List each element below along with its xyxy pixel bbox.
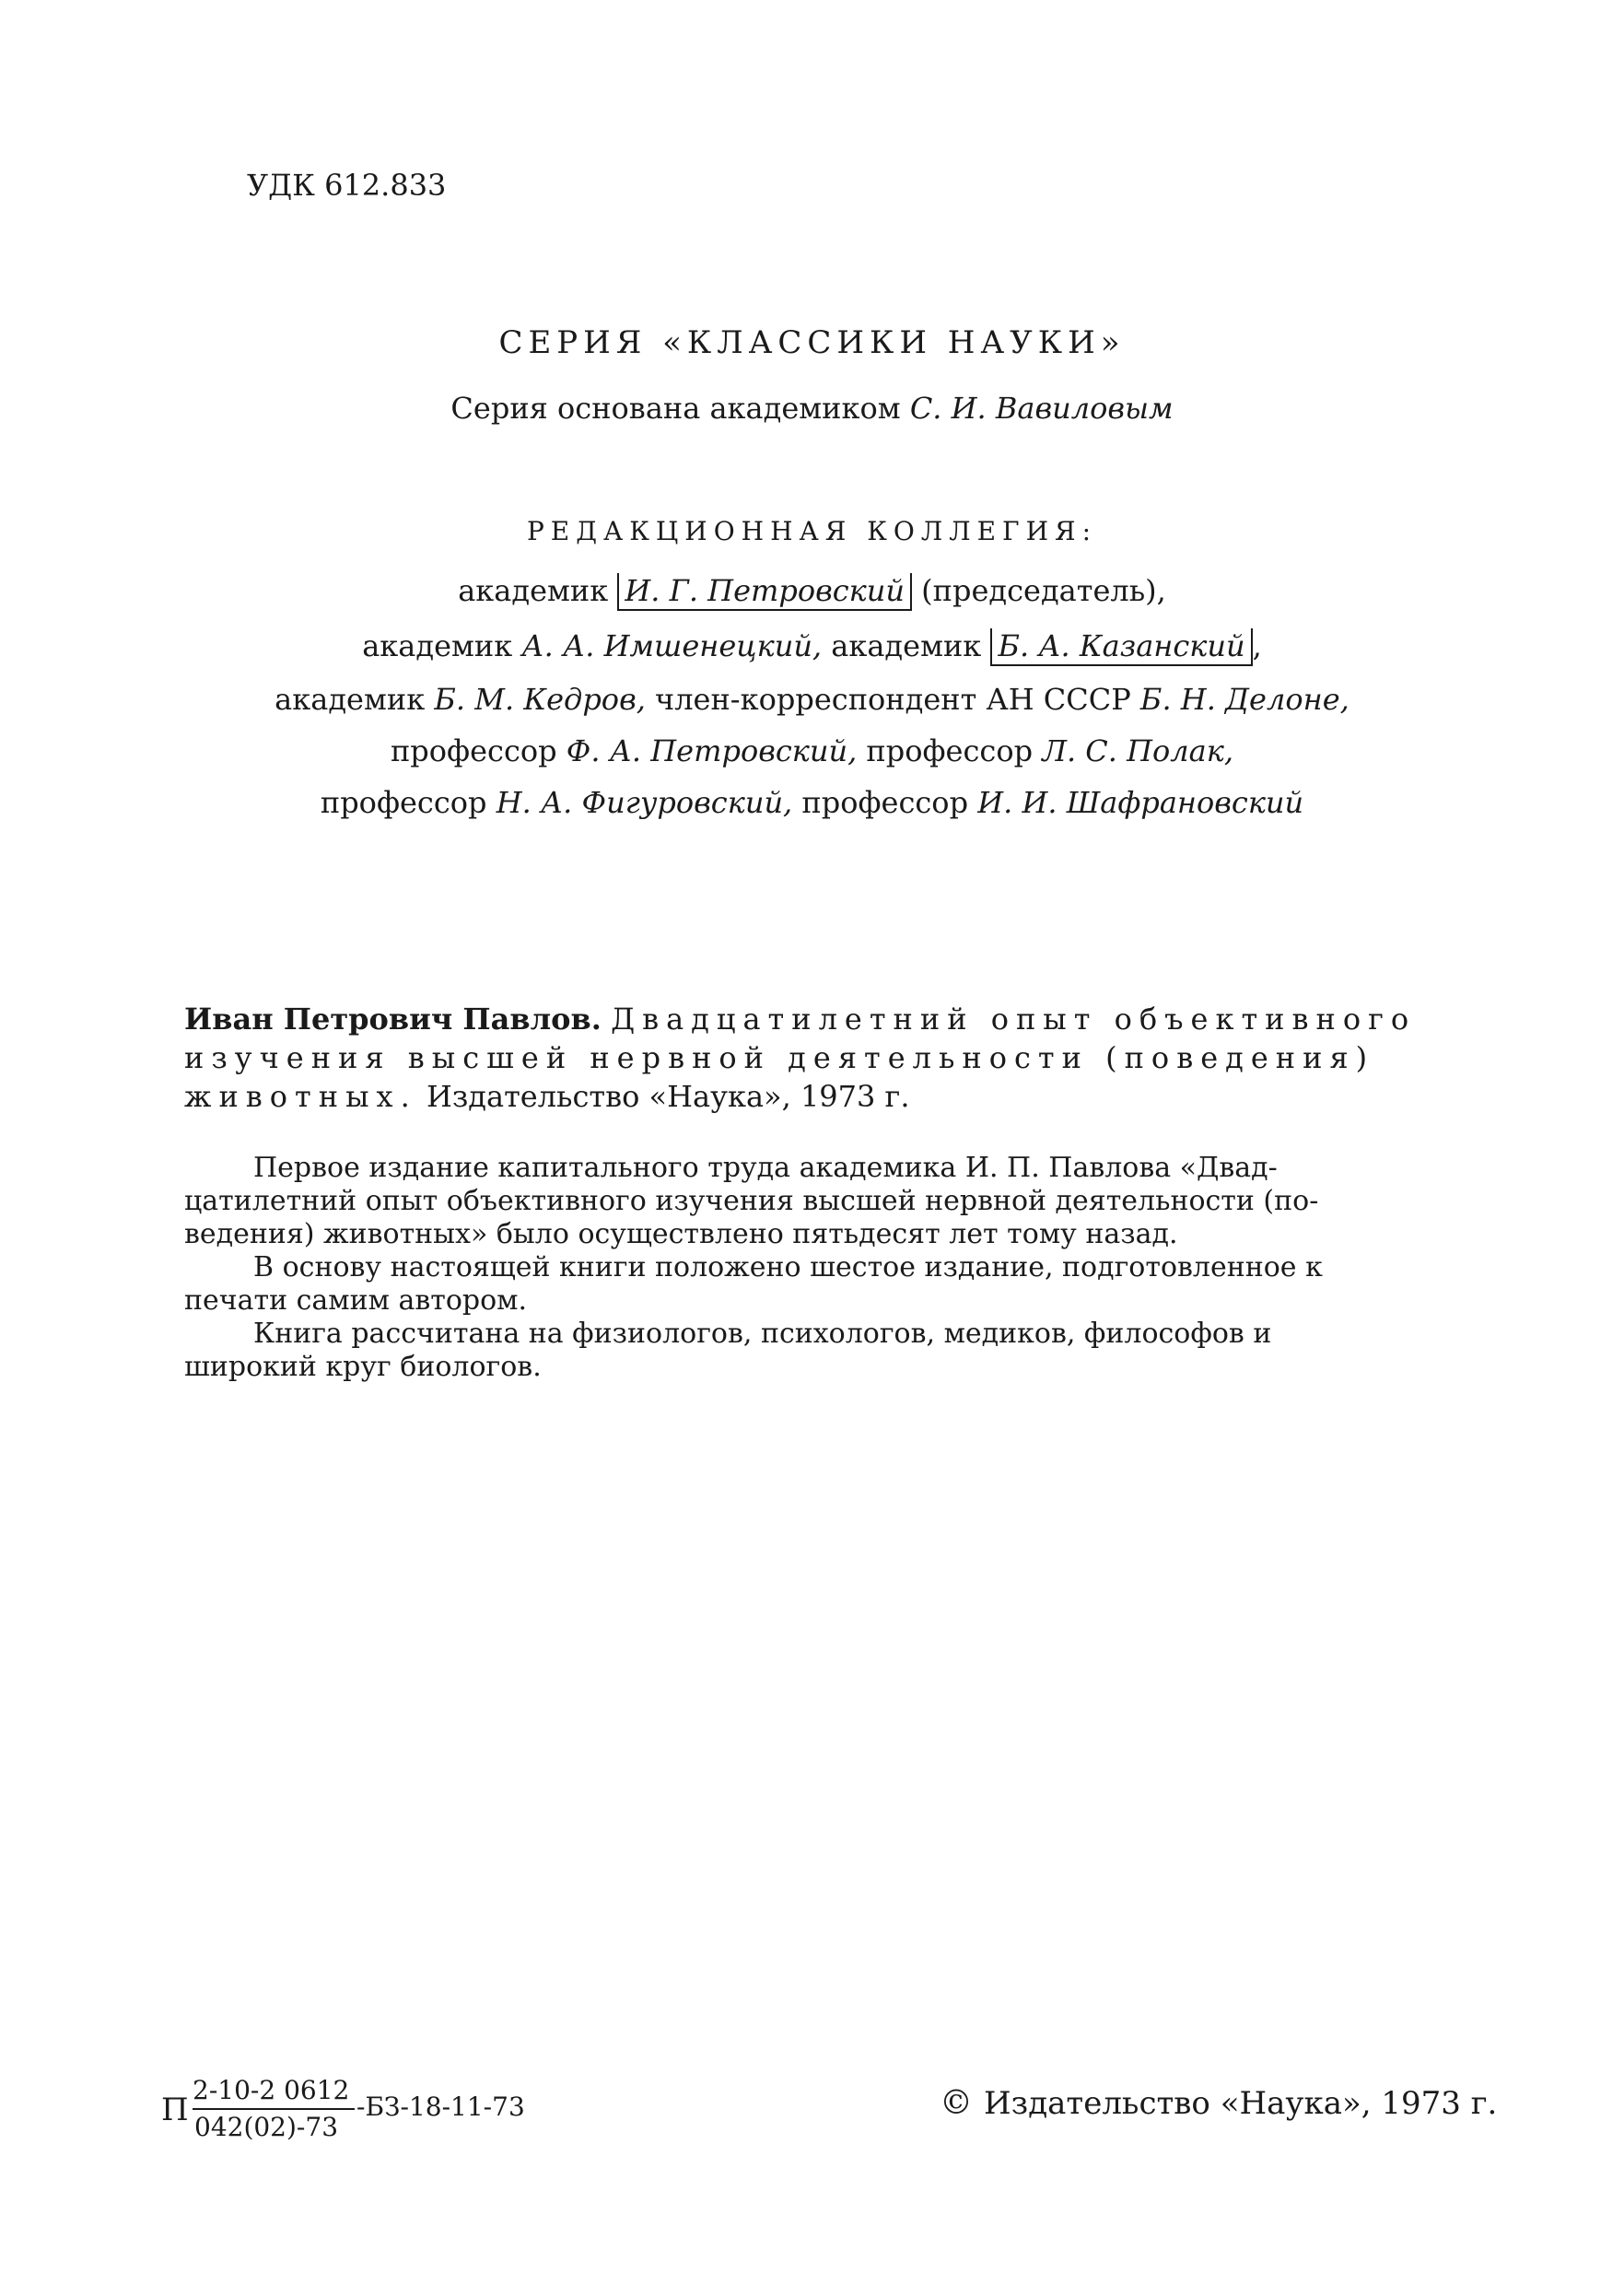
editorial-board-line xyxy=(0,573,1624,608)
board-member-deceased: И. Г. Петровский xyxy=(617,573,912,611)
board-role: профессор xyxy=(801,785,969,820)
imprint-fraction-rule xyxy=(193,2108,355,2110)
book-author: Иван Петрович Павлов. xyxy=(184,1002,602,1037)
copyright-icon: © xyxy=(940,2084,973,2122)
annotation-line: цатилетний опыт объективного изучения высшей нервной деятельности (по- xyxy=(184,1185,1319,1217)
copyright-text: Издательство «Наука», 1973 г. xyxy=(984,2085,1498,2122)
book-publisher: Издательство «Наука», 1973 г. xyxy=(426,1079,910,1114)
board-member: И. И. Шафрановский xyxy=(977,785,1304,820)
board-separator: , xyxy=(1252,628,1262,663)
board-member: Н. А. Фигуровский, xyxy=(496,785,793,820)
book-title-part: животных. xyxy=(184,1079,417,1114)
book-title-part: Двадцатилетний опыт объективного xyxy=(611,1002,1417,1037)
annotation-line: широкий круг биологов. xyxy=(184,1351,542,1383)
editorial-board-line xyxy=(0,785,1624,820)
annotation-line: В основу настоящей книги положено шестое издание, подготовленное к xyxy=(253,1251,1323,1283)
imprint-denominator: 042(02)-73 xyxy=(194,2112,339,2142)
board-member: Ф. А. Петровский, xyxy=(566,733,858,768)
board-role: академик xyxy=(831,628,982,663)
editorial-board-line xyxy=(0,628,1624,663)
series-founder xyxy=(0,391,1624,426)
editorial-board-line xyxy=(0,682,1624,717)
copyright-notice xyxy=(940,2084,1497,2122)
udk-code: УДК 612.833 xyxy=(247,168,447,203)
imprint-code xyxy=(161,2075,622,2149)
board-role: академик xyxy=(275,682,426,717)
bibliographic-description xyxy=(184,1000,1419,1116)
editorial-board-title: РЕДАКЦИОННАЯ КОЛЛЕГИЯ: xyxy=(526,516,1098,546)
annotation-line: Книга рассчитана на физиологов, психологов, медиков, философов и xyxy=(253,1318,1272,1350)
editorial-board-line xyxy=(0,733,1624,768)
annotation-line: ведения) животных» было осуществлено пятьдесят лет тому назад. xyxy=(184,1218,1178,1250)
imprint-suffix: -БЗ-18-11-73 xyxy=(356,2092,525,2122)
board-member: Б. Н. Делоне, xyxy=(1139,682,1349,717)
board-role: профессор xyxy=(866,733,1034,768)
board-role: академик xyxy=(458,573,609,608)
board-member: А. А. Имшенецкий, xyxy=(521,628,823,663)
board-role: академик xyxy=(362,628,513,663)
annotation-line: Первое издание капитального труда академика И. П. Павлова «Двад- xyxy=(253,1152,1278,1184)
board-member: Б. М. Кедров, xyxy=(434,682,646,717)
board-member-deceased: Б. А. Казанский xyxy=(990,628,1252,666)
board-role-note: (председатель), xyxy=(921,573,1166,608)
book-title-part: изучения высшей нервной деятельности (поведения) xyxy=(184,1040,1375,1075)
board-role: профессор xyxy=(320,785,487,820)
founder-name: С. И. Вавиловым xyxy=(909,391,1174,426)
imprint-numerator: 2-10-2 0612 xyxy=(193,2075,350,2105)
annotation xyxy=(184,1152,1428,1384)
board-member: Л. С. Полак, xyxy=(1042,733,1234,768)
imprint-prefix: П xyxy=(161,2092,189,2128)
founder-prefix: Серия основана академиком xyxy=(450,391,901,426)
annotation-line: печати самим автором. xyxy=(184,1284,528,1317)
series-title: СЕРИЯ «КЛАССИКИ НАУКИ» xyxy=(498,324,1126,361)
board-role: член-корреспондент АН СССР xyxy=(655,682,1131,717)
board-role: профессор xyxy=(390,733,557,768)
